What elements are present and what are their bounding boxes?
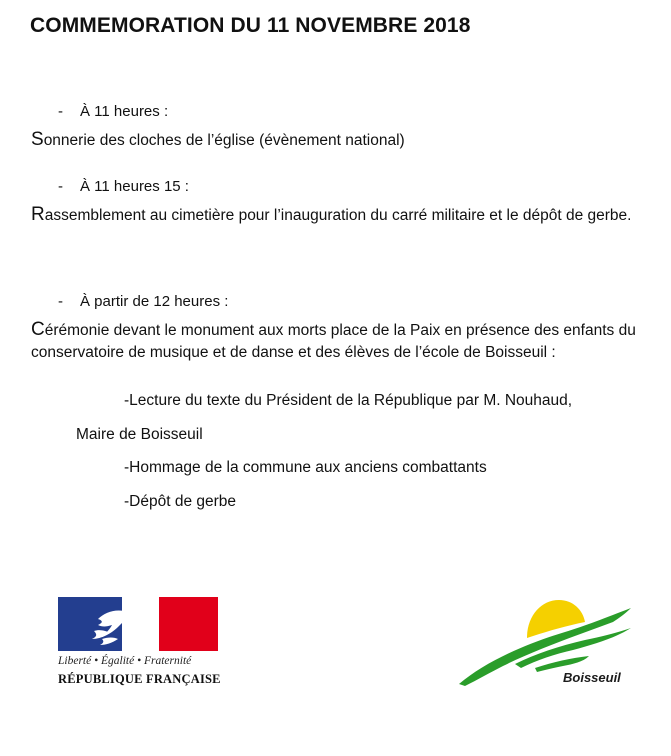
marianne-profile-icon bbox=[58, 597, 218, 651]
republic-motto: Liberté • Égalité • Fraternité bbox=[58, 655, 192, 667]
marianne-flag-icon bbox=[58, 597, 218, 651]
event-description-3: Cérémonie devant le monument aux morts place de la Paix en présence des enfants du conservatoire de musique et de danse et des élèves de l’école de Boisseuil : bbox=[31, 319, 636, 361]
boisseuil-logo bbox=[455, 592, 635, 696]
bullet-dash: - bbox=[58, 293, 63, 310]
republic-name: RÉPUBLIQUE FRANÇAISE bbox=[58, 672, 221, 686]
republique-francaise-logo bbox=[58, 597, 221, 693]
program-item-3: -Dépôt de gerbe bbox=[124, 493, 237, 510]
event-description-2: Rassemblement au cimetière pour l’inauguration du carré militaire et le dépôt de gerbe. bbox=[31, 204, 632, 225]
bullet-dash: - bbox=[58, 178, 63, 195]
event-description-1: Sonnerie des cloches de l’église (évènement national) bbox=[31, 129, 405, 150]
event-time-3: - À partir de 12 heures : bbox=[58, 293, 229, 310]
program-item-2: -Hommage de la commune aux anciens combattants bbox=[124, 459, 487, 476]
program-item-1: -Lecture du texte du Président de la République par M. Nouhaud, bbox=[124, 392, 573, 409]
page-title: COMMEMORATION DU 11 NOVEMBRE 2018 bbox=[30, 14, 471, 37]
boisseuil-name: Boisseuil bbox=[563, 670, 621, 685]
bullet-dash: - bbox=[58, 103, 63, 120]
event-time-1: - À 11 heures : bbox=[58, 103, 169, 120]
event-time-2: - À 11 heures 15 : bbox=[58, 178, 189, 195]
program-item-1-continuation: Maire de Boisseuil bbox=[76, 426, 203, 443]
